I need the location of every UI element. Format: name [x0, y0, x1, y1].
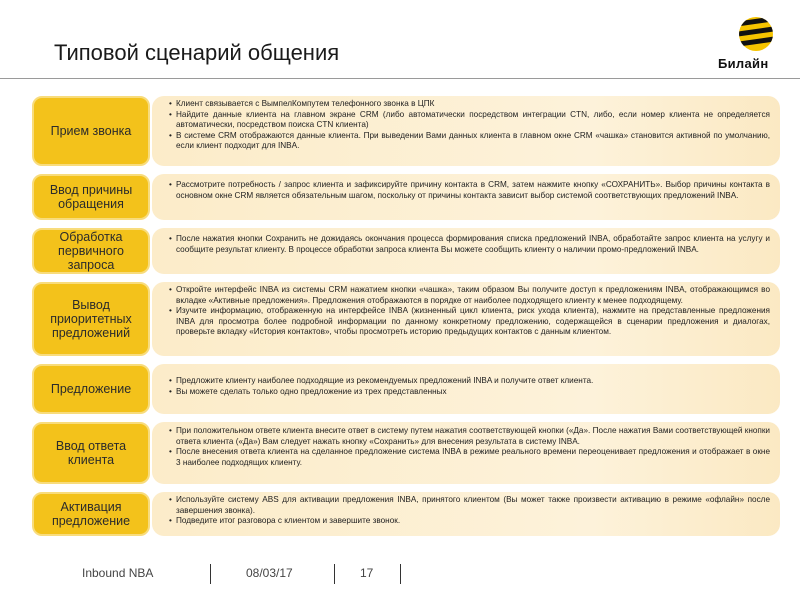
footer-divider: [400, 564, 401, 584]
step-content: [152, 364, 780, 414]
list-item: • После нажатия кнопки Сохранить не дожидаясь окончания процесса формирования списка предложений INBA, обработайте запрос клиента на услугу и сообщите результат клиенту. В процессе обработки запроса клиента Вы можете сообщить клиенту о наличии промо-предложений INBA.: [170, 234, 770, 255]
step-content: [152, 96, 780, 166]
step-label: Обработка первичного запроса: [32, 228, 150, 274]
list-item: • Предложите клиенту наиболее подходящие из рекомендуемых предложений INBA и получите ответ клиента.: [170, 376, 770, 387]
step-row-client-answer: [32, 422, 780, 484]
footer-divider: [334, 564, 335, 584]
step-label: Ввод ответа клиента: [32, 422, 150, 484]
logo-text: Билайн: [718, 56, 769, 71]
step-row-priority-offers: [32, 282, 780, 356]
step-label: Прием звонка: [32, 96, 150, 166]
list-item: • Вы можете сделать только одно предложение из трех представленных: [170, 387, 770, 398]
step-label: Активация предложение: [32, 492, 150, 536]
step-content: [152, 492, 780, 536]
footer-project-name: Inbound NBA: [82, 566, 154, 580]
list-item: • Рассмотрите потребность / запрос клиента и зафиксируйте причину контакта в CRM, затем нажмите кнопку «СОХРАНИТЬ». Выбор причины контакта в основном окне CRM является обязательным шагом, поскольку от причины контакта зависит выбор системой соответствующих предложений INBA.: [170, 180, 770, 201]
list-item: • В системе CRM отображаются данные клиента. При выведении Вами данных клиента в главном окне CRM «чашка» становится активной по умолчанию, если клиент подходит для INBA.: [170, 131, 770, 152]
list-item: • При положительном ответе клиента внесите ответ в систему путем нажатия соответствующей кнопки («Да». После нажатия Вами соответствующей кнопки ответа клиента («Да») Вам следует нажать кнопку «Сохранить» для внесения результата в систему INBA.: [170, 426, 770, 447]
footer-date: 08/03/17: [246, 566, 293, 580]
step-row-reason-input: [32, 174, 780, 220]
list-item: • Изучите информацию, отображенную на интерфейсе INBA (жизненный цикл клиента, риск ухода клиента), нажмите на представленные предложения INBA для просмотра более подробной информации по данному конкретному предложению, содержащейся в сценарии предложения и диалогах, проверьте вкладку «История контактов», чтобы просмотреть историю предыдущих контактов с данным клиентом.: [170, 306, 770, 338]
list-item: • Подведите итог разговора с клиентом и завершите звонок.: [170, 516, 770, 527]
step-label: Предложение: [32, 364, 150, 414]
step-row-offer: [32, 364, 780, 414]
step-row-activation: [32, 492, 780, 536]
step-label: Вывод приоритетных предложений: [32, 282, 150, 356]
footer-divider: [210, 564, 211, 584]
title-divider: [0, 78, 800, 79]
list-item: • Откройте интерфейс INBA из системы CRM нажатием кнопки «чашка», таким образом Вы получите доступ к предложениям INBA, отображающимся во вкладке «Активные предложения». Предложения отображаются в порядке от наиболее подходящего клиенту к менее подходящему.: [170, 285, 770, 306]
step-row-primary-request: [32, 228, 780, 274]
list-item: • Клиент связывается с ВымпелКомпутем телефонного звонка в ЦПК: [170, 99, 770, 110]
step-content: [152, 174, 780, 220]
step-row-call-reception: [32, 96, 780, 166]
list-item: • После внесения ответа клиента на сделанное предложение система INBA в режиме реального времени переоценивает предложения и отображает в окне 3 наиболее подходящих клиенту.: [170, 447, 770, 468]
step-content: [152, 228, 780, 274]
step-content: [152, 282, 780, 356]
footer-page-number: 17: [360, 566, 374, 580]
list-item: • Найдите данные клиента на главном экране CRM (либо автоматически посредством интеграции CTN, либо, если номер клиента не определяется автоматически, посредством поиска CTN клиента): [170, 110, 770, 131]
step-content: [152, 422, 780, 484]
step-label: Ввод причины обращения: [32, 174, 150, 220]
list-item: • Используйте систему ABS для активации предложения INBA, принятого клиентом (Вы может также произвести активацию в режиме «офлайн» после завершения звонка).: [170, 495, 770, 516]
slide-title: Типовой сценарий общения: [54, 40, 340, 65]
